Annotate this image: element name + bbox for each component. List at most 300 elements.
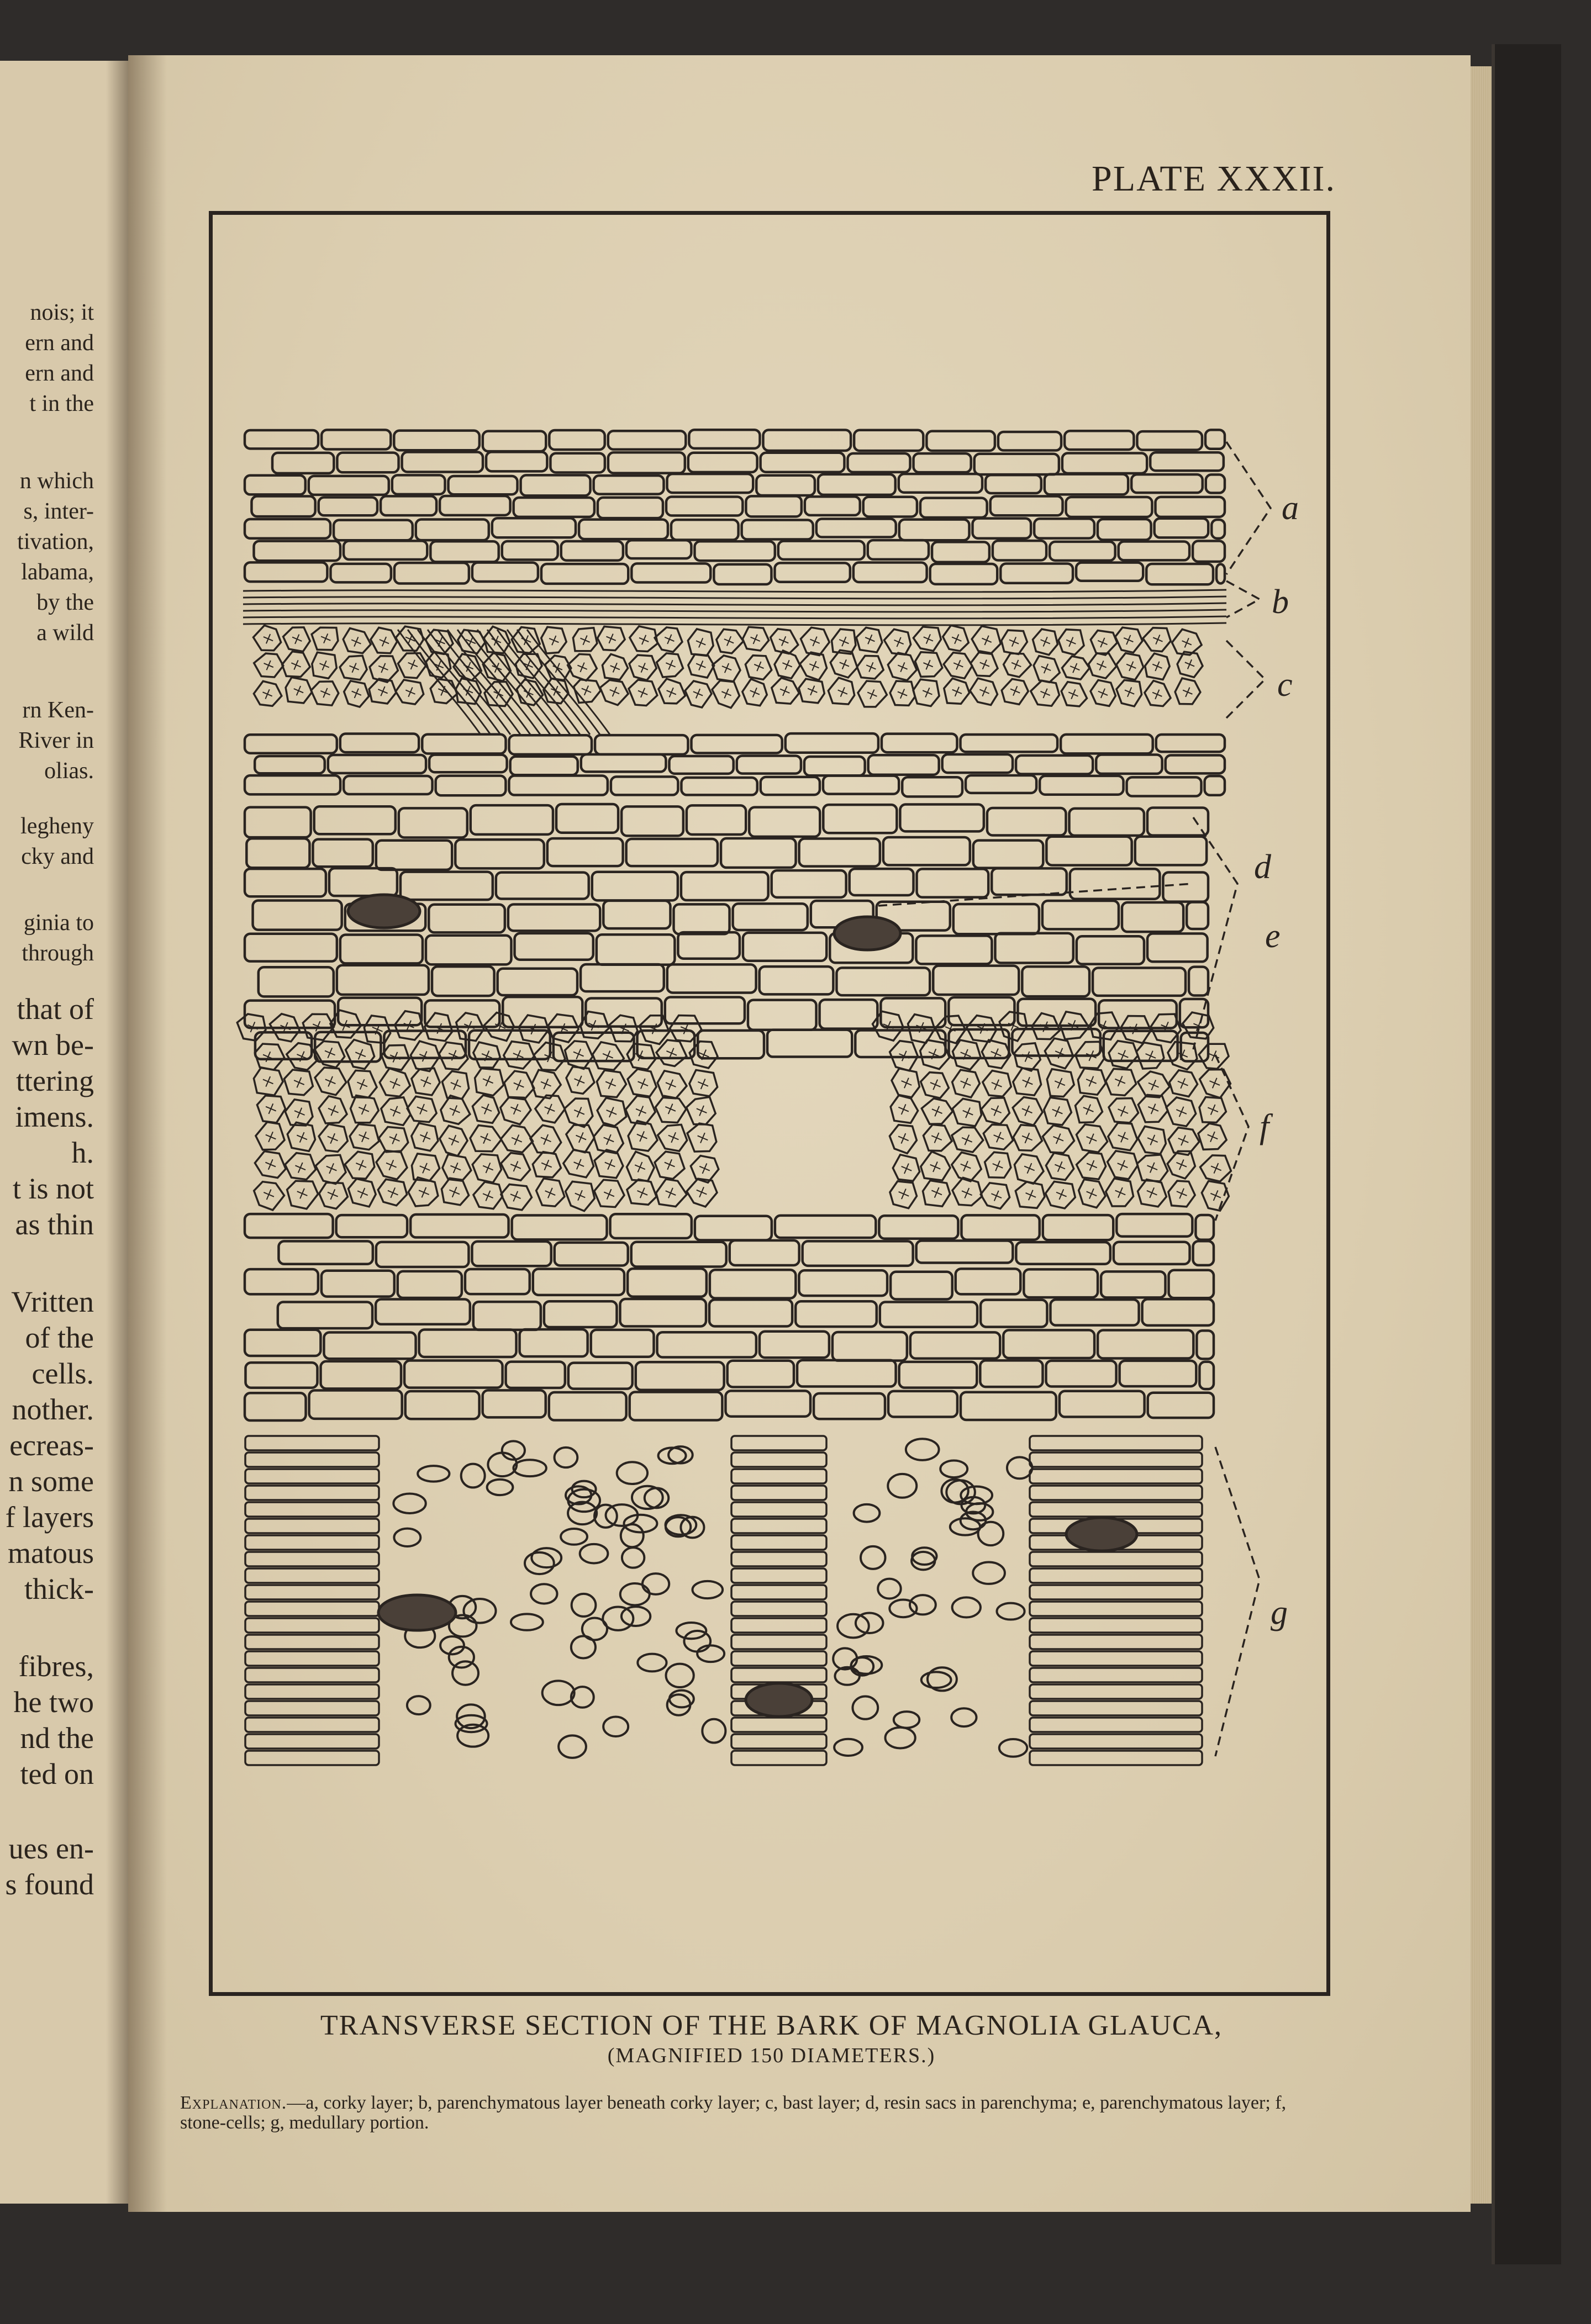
stone-cell-canal (301, 1168, 305, 1170)
medullary-ray-cell (245, 1618, 379, 1633)
stone-cell-canal (1098, 691, 1103, 694)
stone-cell-canal (349, 665, 354, 668)
parenchyma-cell (245, 869, 326, 896)
left-page-line: ern and (25, 361, 94, 386)
stone-cell-canal (426, 1082, 431, 1084)
stone-cell-canal (956, 665, 958, 670)
resin-sac (378, 1595, 456, 1630)
parenchyma-cell (1098, 1330, 1193, 1359)
stone-cell (1046, 1181, 1076, 1208)
stone-cell-canal (953, 663, 958, 665)
stone-cell-canal (701, 661, 703, 665)
stone-cell-canal (1151, 1056, 1156, 1058)
stone-cell (319, 1096, 347, 1123)
stone-cell-canal (751, 637, 756, 640)
stone-cell-canal (935, 1111, 937, 1116)
stone-cell-canal (424, 1082, 426, 1087)
stone-cell-canal (1188, 692, 1193, 694)
stone-cell-canal (1055, 1112, 1057, 1117)
leader-bracket (1226, 641, 1265, 718)
stone-cell-canal (1123, 1050, 1125, 1055)
stone-cell-canal (321, 636, 326, 638)
stone-cell-canal (1014, 642, 1019, 644)
stone-cell-canal (996, 1111, 1001, 1113)
stone-cell-canal (267, 689, 270, 694)
stone-cell-canal (698, 689, 700, 694)
cork-cell (688, 453, 757, 472)
stone-cell-canal (1102, 661, 1104, 665)
stone-cell-canal (644, 635, 646, 640)
stone-cell (472, 1154, 501, 1182)
stone-cell-canal (297, 639, 302, 641)
cork-cell (998, 432, 1061, 451)
resin-sac (746, 1683, 812, 1716)
stone-cell-canal (671, 1138, 673, 1143)
stone-cell-canal (868, 640, 870, 645)
stone-cell-canal (903, 689, 905, 694)
stone-cell-canal (613, 692, 615, 697)
stone-cell-canal (958, 660, 961, 665)
stone-cell-canal (1123, 1165, 1128, 1168)
stone-cell-canal (1031, 1195, 1036, 1197)
stone-cell-canal (1115, 1191, 1120, 1193)
stone-cell-canal (583, 640, 585, 645)
stone-cell-canal (529, 688, 531, 693)
parenchyma-cell (1163, 873, 1208, 902)
stone-cell-canal (333, 1189, 335, 1194)
cork-cell (472, 563, 538, 582)
stone-cell-canal (393, 1084, 395, 1089)
stone-cell-canal (578, 1049, 581, 1054)
stone-cell-canal (1092, 1134, 1094, 1139)
parenchyma-cell (245, 934, 337, 962)
stone-cell-canal (1120, 1165, 1123, 1170)
cork-cell (1137, 431, 1202, 450)
stone-cell-canal (364, 1137, 369, 1139)
left-page-line: thick- (24, 1572, 94, 1605)
stone-cell-canal (516, 1109, 521, 1111)
stone-cell-canal (1118, 1135, 1123, 1137)
stone-cell-canal (1146, 1054, 1151, 1056)
stone-cell-canal (380, 640, 384, 642)
stone-cell-canal (496, 636, 498, 641)
left-page-line: that of (17, 992, 94, 1026)
stone-cell-canal (1185, 662, 1190, 664)
stone-cell-canal (454, 1168, 456, 1173)
medullary-ray-cell (245, 1552, 379, 1566)
left-page-line: he two (13, 1686, 94, 1719)
stone-cell-canal (1046, 668, 1051, 670)
stone-cell-canal (607, 1110, 612, 1112)
stone-cell-canal (844, 664, 849, 667)
medullary-ray-cell (245, 1585, 379, 1599)
cork-cell (920, 498, 987, 517)
stone-cell-canal (359, 1054, 361, 1059)
stone-cell-canal (381, 691, 383, 696)
stone-cell-canal (488, 1076, 490, 1081)
figure-letter-c: c (1277, 666, 1293, 704)
stone-cell-canal (471, 642, 476, 644)
medullary-round-cell (452, 1661, 478, 1684)
parenchyma-cell (1069, 809, 1144, 836)
stone-cell-canal (668, 1109, 671, 1114)
stone-cell-canal (483, 1193, 488, 1196)
stone-cell-canal (996, 1049, 998, 1054)
parenchyma-cell (1187, 902, 1208, 929)
stone-cell-canal (668, 1193, 671, 1198)
cork-cell (549, 430, 604, 450)
stone-cell-canal (330, 1138, 333, 1143)
stone-cell-canal (1070, 666, 1075, 668)
stone-cell-canal (333, 1138, 338, 1140)
stone-cell-canal (580, 667, 582, 672)
parenchyma-cell (1024, 1269, 1098, 1297)
parenchyma-cell (1093, 968, 1186, 995)
left-page-line: n which (19, 468, 94, 494)
stone-cell-canal (665, 1107, 670, 1109)
parenchyma-cell (814, 1393, 885, 1419)
stone-cell-canal (1129, 635, 1131, 640)
medullary-round-cell (978, 1522, 1004, 1545)
parenchyma-cell (981, 1300, 1047, 1327)
parenchyma-cell (340, 733, 419, 752)
cork-cell (319, 497, 377, 515)
stone-cell-canal (391, 1193, 393, 1198)
stone-cell-canal (894, 640, 899, 642)
stone-cell-canal (609, 1189, 612, 1194)
stone-cell-canal (328, 1081, 330, 1086)
stone-cell-canal (704, 1163, 707, 1168)
parenchyma-cell (820, 1000, 878, 1029)
stone-cell-canal (966, 1113, 968, 1118)
stone-cell-canal (452, 1111, 455, 1116)
parenchyma-cell (547, 838, 623, 866)
stone-cell-canal (1216, 1196, 1221, 1198)
stone-cell-canal (586, 690, 591, 693)
parenchyma-cell (322, 1271, 394, 1297)
stone-cell-canal (450, 1108, 455, 1111)
stone-cell-canal (266, 1135, 271, 1137)
stone-cell-canal (1075, 668, 1080, 670)
stone-cell (657, 1071, 687, 1098)
stone-cell-canal (295, 1165, 300, 1168)
parenchyma-cell (422, 735, 505, 754)
stone-cell-canal (517, 1134, 519, 1139)
stone-cell-canal (813, 686, 815, 691)
cork-cell (1065, 431, 1134, 450)
stone-cell-canal (815, 641, 820, 643)
stone-cell-canal (324, 665, 329, 668)
stone-cell-canal (1086, 1079, 1091, 1081)
stone-cell-canal (320, 691, 325, 693)
stone-cell-canal (577, 1112, 579, 1117)
stone-cell-canal (1183, 690, 1188, 693)
stone-cell-canal (610, 665, 615, 668)
stone-cell-canal (897, 642, 899, 647)
parenchyma-cell (786, 733, 878, 753)
stone-cell-canal (328, 1053, 330, 1058)
stone-cell-canal (268, 1137, 271, 1142)
stone-cell-canal (937, 1187, 939, 1192)
stone-cell-canal (667, 690, 672, 693)
stone-cell-canal (581, 1132, 583, 1137)
stone-cell-canal (1124, 638, 1129, 640)
parenchyma-cell (850, 869, 914, 895)
stone-cell-canal (354, 668, 359, 670)
stone-cell (1116, 653, 1144, 680)
stone-cell-canal (1182, 1112, 1187, 1114)
parenchyma-cell (245, 1269, 318, 1294)
parenchyma-cell (520, 1329, 588, 1356)
stone-cell-canal (1152, 1140, 1157, 1142)
stone-cell-canal (325, 688, 328, 693)
stone-cell-canal (608, 1164, 610, 1169)
cork-cell (742, 520, 813, 540)
stone-cell-canal (998, 1166, 1003, 1168)
parenchyma-cell (669, 756, 733, 774)
cork-cell (1155, 497, 1225, 517)
stone-cell-canal (842, 692, 847, 694)
parenchyma-cell (328, 755, 426, 773)
left-page (0, 61, 128, 2204)
stone-cell-canal (1092, 1193, 1097, 1196)
stone-cell-canal (549, 638, 554, 641)
parenchyma-cell (667, 964, 756, 992)
cork-cell (245, 562, 327, 582)
parenchyma-cell (973, 841, 1044, 868)
parenchyma-cell (748, 1000, 816, 1030)
stone-cell-canal (1073, 694, 1078, 696)
stone-cell-canal (666, 663, 671, 665)
cork-cell (863, 497, 917, 517)
stone-cell-canal (1183, 1055, 1188, 1057)
stone-cell-canal (582, 663, 584, 668)
stone-cell-canal (333, 1195, 338, 1197)
stone-cell-canal (1058, 1139, 1063, 1141)
leader-bracket (1215, 1055, 1248, 1221)
parenchyma-cell (245, 1330, 320, 1356)
stone-cell-canal (410, 692, 415, 694)
parenchyma-cell (549, 1392, 626, 1420)
stone-cell-canal (299, 1082, 304, 1085)
parenchyma-cell (245, 1362, 317, 1387)
stone-cell-canal (1214, 1196, 1216, 1201)
parenchyma-cell (799, 839, 880, 867)
parenchyma-cell (949, 997, 1014, 1025)
stone-cell-canal (607, 1139, 609, 1144)
stone-cell-canal (1151, 1109, 1153, 1114)
stone-cell-canal (377, 1029, 382, 1032)
stone-cell-canal (904, 1083, 907, 1088)
cork-cell (245, 430, 318, 448)
stone-cell-canal (545, 1107, 550, 1109)
stone-cell-canal (268, 661, 271, 665)
stone-cell-canal (298, 691, 303, 693)
stone-cell (379, 1127, 408, 1152)
stone-cell-canal (510, 1107, 515, 1110)
stone-cell-canal (1071, 637, 1073, 642)
medullary-round-cell (621, 1607, 650, 1626)
stone-cell-canal (721, 691, 726, 694)
medullary-round-cell (572, 1594, 596, 1617)
stone-cell-canal (1014, 637, 1016, 642)
parenchyma-cell (709, 1300, 792, 1326)
stone-cell-canal (1040, 691, 1045, 694)
stone-cell-canal (405, 690, 410, 692)
medullary-round-cell (906, 1439, 939, 1460)
cork-cell (986, 475, 1041, 493)
stone-cell-canal (844, 637, 846, 642)
parenchyma-cell (879, 1216, 958, 1239)
parenchyma-cell (760, 1332, 829, 1358)
parenchyma-cell (743, 933, 826, 961)
cork-cell (483, 431, 546, 452)
stone-cell-canal (1153, 1109, 1158, 1111)
stone-cell-canal (481, 1107, 486, 1109)
stone-cell-canal (642, 640, 644, 645)
plate-number: PLATE XXXII. (1092, 159, 1336, 199)
stone-cell-canal (413, 664, 418, 667)
stone-cell-canal (1151, 1085, 1153, 1090)
medullary-round-cell (861, 1546, 886, 1569)
stone-cell-canal (898, 691, 903, 694)
stone-cell-canal (903, 662, 905, 667)
stone-cell-canal (1088, 1110, 1093, 1112)
stone-cell-canal (299, 1113, 304, 1115)
stone-cell-canal (578, 1195, 580, 1200)
stone-cell-canal (757, 667, 759, 672)
stone-cell-canal (754, 639, 756, 644)
stone-cell-canal (408, 692, 410, 697)
stone-cell-canal (547, 1109, 550, 1114)
stone-cell-canal (612, 1107, 614, 1112)
stone-cell-canal (267, 1195, 269, 1200)
stone-cell-canal (608, 1056, 613, 1058)
cork-cell (756, 476, 815, 495)
stone-cell-canal (297, 1113, 299, 1118)
stone-cell-canal (328, 1108, 333, 1111)
parenchyma-cell (636, 1362, 724, 1390)
stone-cell-canal (328, 1192, 333, 1195)
parenchyma-cell (337, 965, 429, 995)
stone-cell-canal (1060, 1161, 1062, 1166)
cork-cell (254, 541, 340, 561)
cork-cell (1211, 520, 1225, 538)
parenchyma-cell (1189, 967, 1208, 996)
stone-cell-canal (666, 1051, 671, 1053)
stone-cell-canal (422, 1104, 424, 1109)
stone-cell-canal (294, 1111, 299, 1113)
stone-cell-canal (297, 1054, 302, 1057)
stone-cell-canal (815, 637, 817, 642)
stone-cell-canal (699, 1166, 704, 1169)
parenchyma-cell (419, 1329, 517, 1357)
parenchyma-cell (278, 1302, 372, 1329)
stone-cell-canal (291, 663, 296, 665)
stone-cell-canal (673, 1132, 676, 1137)
stone-cell-canal (928, 660, 930, 665)
stone-cell-canal (356, 689, 359, 694)
stone-cell-canal (1152, 1163, 1155, 1168)
stone-cell-canal (935, 1161, 937, 1166)
stone-cell-canal (642, 1193, 647, 1195)
stone-cell-canal (405, 637, 410, 640)
stone-cell-canal (330, 1081, 335, 1084)
stone-cell-canal (585, 636, 587, 641)
stone-cell-canal (1010, 689, 1015, 691)
stone-cell-canal (514, 1166, 516, 1171)
stone-cell-canal (727, 641, 729, 646)
cork-cell (1098, 519, 1151, 540)
stone-cell-canal (638, 1081, 643, 1084)
medullary-ray-cell (245, 1602, 379, 1616)
stone-cell-canal (378, 689, 383, 691)
stone-cell-canal (1130, 692, 1135, 694)
stone-cell-canal (528, 665, 533, 668)
stone-cell-canal (515, 1161, 518, 1166)
stone-cell-canal (1120, 1076, 1123, 1081)
stone-cell-canal (703, 1169, 705, 1174)
stone-cell-canal (1183, 1140, 1188, 1143)
parenchyma-cell (278, 1241, 372, 1264)
parenchyma-cell (1042, 901, 1119, 929)
medullary-round-cell (461, 1464, 485, 1488)
medullary-ray-cell (245, 1469, 379, 1483)
stone-cell-canal (386, 1163, 391, 1165)
stone-cell-canal (1179, 1165, 1182, 1170)
stone-cell-canal (1153, 1104, 1156, 1109)
stone-cell (971, 651, 998, 676)
parenchyma-cell (1120, 1361, 1197, 1386)
stone-cell-canal (1176, 1163, 1181, 1165)
stone-cell-canal (268, 634, 271, 639)
explanation-lead: Explanation. (180, 2093, 287, 2113)
stone-cell-canal (330, 1048, 332, 1053)
stone-cell-canal (984, 691, 989, 694)
stone-cell-canal (995, 1166, 998, 1171)
stone-cell-canal (643, 668, 648, 670)
stone-cell-canal (1068, 692, 1073, 694)
stone-cell-canal (703, 1079, 705, 1084)
stone-cell-canal (701, 665, 706, 668)
stone-cell-canal (266, 1107, 271, 1109)
stone-cell-canal (703, 1138, 708, 1140)
parenchyma-cell (1147, 933, 1208, 962)
stone-cell-canal (923, 663, 928, 665)
stone-cell-canal (449, 1053, 454, 1055)
stone-cell-canal (1153, 1080, 1156, 1085)
parenchyma-cell (916, 936, 992, 964)
parenchyma-cell (568, 1363, 633, 1389)
stone-cell-canal (356, 693, 361, 695)
stone-cell-canal (471, 637, 473, 642)
left-page-line: legheny (20, 814, 94, 839)
stone-cell-canal (550, 1188, 552, 1193)
parenchyma-cell (1003, 1330, 1094, 1358)
stone-cell-canal (546, 1084, 551, 1086)
stone-cell-canal (438, 689, 443, 691)
parenchyma-cell (610, 1214, 692, 1238)
stone-cell-canal (541, 1137, 546, 1139)
parenchyma-cell (942, 754, 1013, 773)
stone-cell-canal (1092, 1160, 1094, 1165)
stone-cell-canal (609, 1134, 611, 1139)
stone-cell-canal (967, 1140, 972, 1142)
parenchyma-cell (695, 1216, 772, 1240)
cork-cell (514, 498, 594, 517)
left-page-line: rn Ken- (22, 698, 94, 723)
stone-cell-canal (697, 1190, 702, 1192)
